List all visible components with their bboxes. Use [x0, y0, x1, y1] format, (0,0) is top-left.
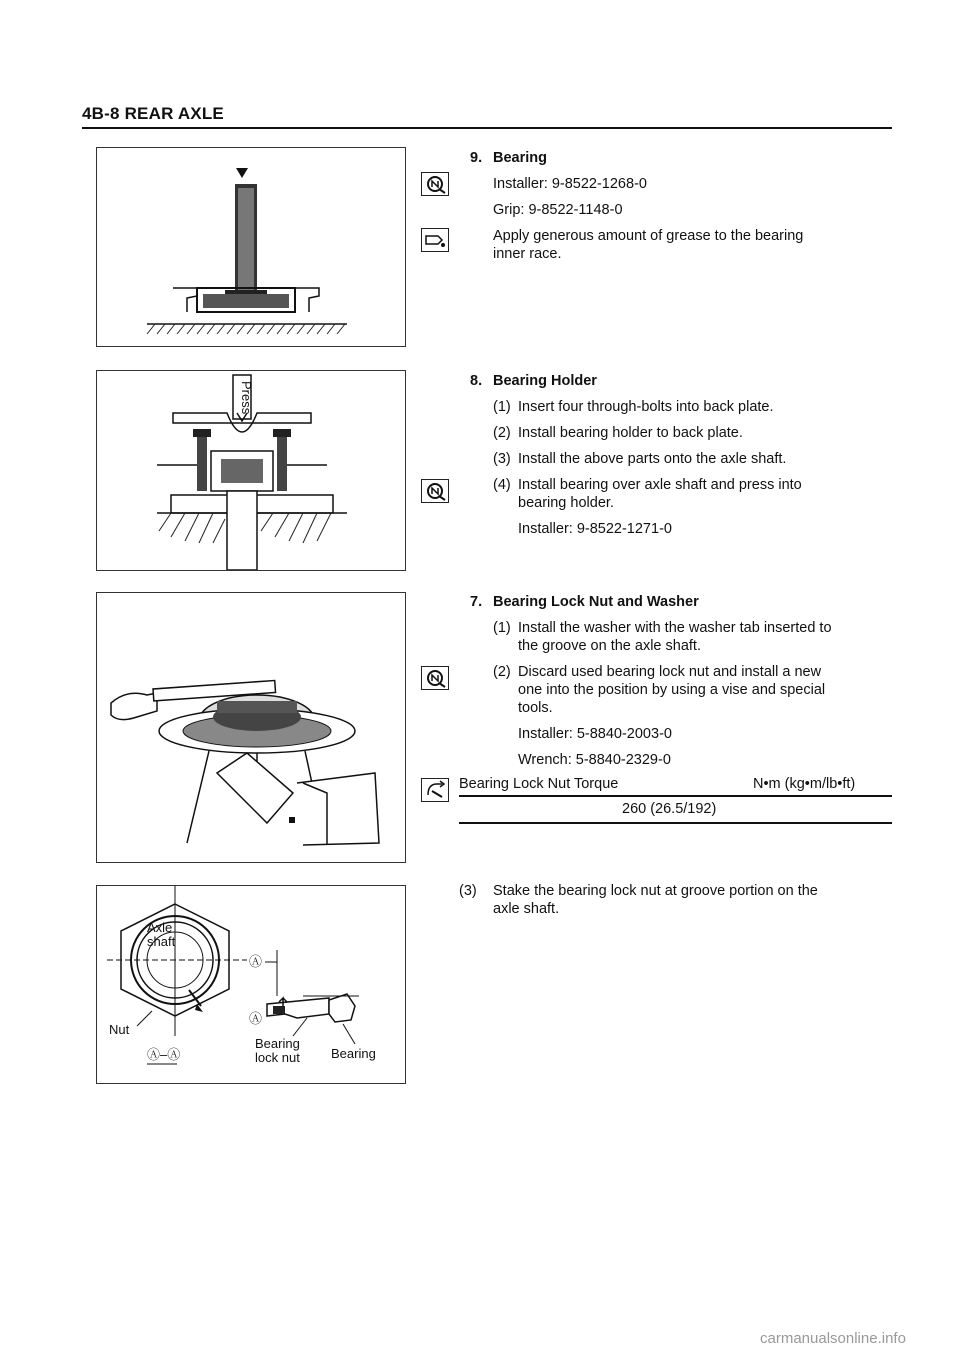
step9-number: 9.	[470, 150, 483, 166]
step7-item-1-num: (1)	[493, 620, 511, 636]
figure-lock-nut-wrench	[96, 592, 406, 863]
grease-icon	[421, 228, 449, 252]
step7-item-2-text-1: Discard used bearing lock nut and install a new	[518, 664, 822, 680]
press-label: Press	[239, 381, 254, 415]
step8-installer: Installer: 9-8522-1271-0	[518, 521, 672, 537]
figure-bearing-installer	[96, 147, 406, 347]
bearing-lock-label-1: Bearing	[255, 1036, 300, 1051]
step7-title: Bearing Lock Nut and Washer	[493, 594, 699, 610]
special-tool-icon	[421, 479, 449, 503]
step9-installer: Installer: 9-8522-1268-0	[493, 176, 647, 192]
figure-stake-lock-nut	[96, 885, 406, 1084]
bearing-label: Bearing	[331, 1046, 376, 1061]
special-tool-icon	[421, 172, 449, 196]
step9-grease-1: Apply generous amount of grease to the bearing	[493, 228, 804, 244]
torque-table-bottom-rule	[459, 822, 892, 824]
step7-item-1-text-1: Install the washer with the washer tab inserted to	[518, 620, 832, 636]
step8-item-3-num: (3)	[493, 451, 511, 467]
step8-item-1-num: (1)	[493, 399, 511, 415]
step7-item-2-text-3: tools.	[518, 700, 553, 716]
step9-title: Bearing	[493, 150, 547, 166]
step8-item-4-text-2: bearing holder.	[518, 495, 614, 511]
section-label: Ⓐ–Ⓐ	[147, 1047, 181, 1062]
header-rule	[82, 127, 892, 129]
step7-item-3-num: (3)	[459, 883, 477, 899]
step8-item-2-text: Install bearing holder to back plate.	[518, 425, 743, 441]
torque-unit: N•m (kg•m/lb•ft)	[753, 776, 856, 792]
step7-wrench: Wrench: 5-8840-2329-0	[518, 752, 671, 768]
step7-item-1-text-2: the groove on the axle shaft.	[518, 638, 701, 654]
step8-item-3-text: Install the above parts onto the axle shaft.	[518, 451, 787, 467]
step8-item-4-num: (4)	[493, 477, 511, 493]
section-marker-top: Ⓐ	[249, 954, 263, 969]
shaft-label: shaft	[147, 934, 176, 949]
bearing-lock-label-2: lock nut	[255, 1050, 300, 1065]
step8-item-1-text: Insert four through-bolts into back plate.	[518, 399, 774, 415]
step7-installer: Installer: 5-8840-2003-0	[518, 726, 672, 742]
step8-item-4-text-1: Install bearing over axle shaft and press into	[518, 477, 802, 493]
nut-label: Nut	[109, 1022, 130, 1037]
section-marker-mid: Ⓐ	[249, 1011, 263, 1026]
torque-value: 260 (26.5/192)	[622, 801, 717, 817]
step7-item-2-num: (2)	[493, 664, 511, 680]
step8-item-2-num: (2)	[493, 425, 511, 441]
step7-item-2-text-2: one into the position by using a vise and special	[518, 682, 826, 698]
axle-label: Axle	[147, 920, 173, 935]
step7-item-3-text-1: Stake the bearing lock nut at groove portion on the	[493, 883, 818, 899]
torque-icon	[421, 778, 449, 802]
torque-label: Bearing Lock Nut Torque	[459, 776, 619, 792]
step8-number: 8.	[470, 373, 483, 389]
step8-title: Bearing Holder	[493, 373, 597, 389]
step9-grease-2: inner race.	[493, 246, 562, 262]
step9-grip: Grip: 9-8522-1148-0	[493, 202, 623, 218]
step7-number: 7.	[470, 594, 483, 610]
special-tool-icon	[421, 666, 449, 690]
figure-bearing-holder-press	[96, 370, 406, 571]
step7-item-3-text-2: axle shaft.	[493, 901, 560, 917]
page-header: 4B-8 REAR AXLE	[82, 104, 224, 123]
torque-table-top-rule	[459, 795, 892, 797]
watermark-footer: carmanualsonline.info	[760, 1330, 906, 1347]
